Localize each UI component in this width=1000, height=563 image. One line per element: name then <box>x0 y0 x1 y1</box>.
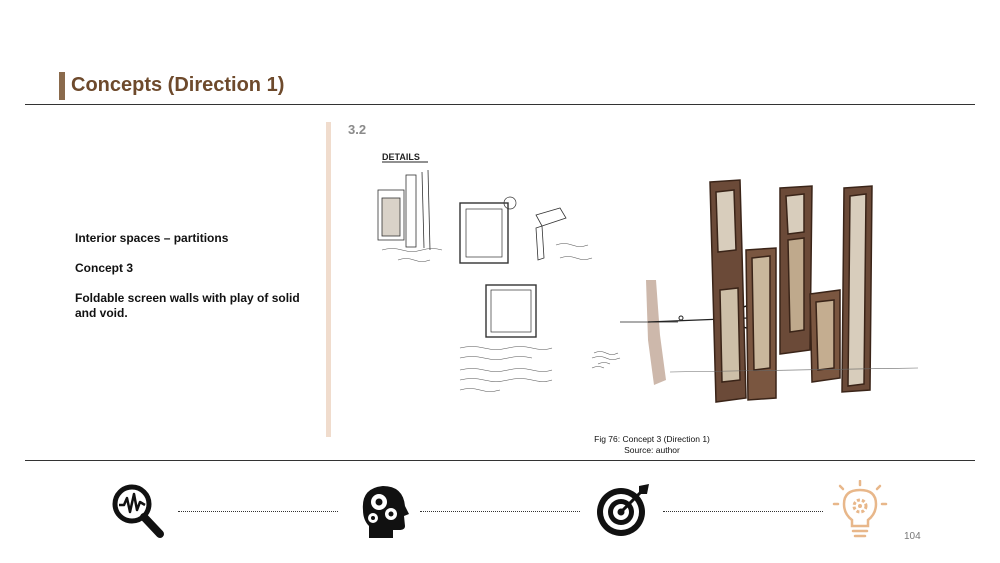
description-line-1: Interior spaces – partitions <box>75 231 229 245</box>
analysis-magnifier-icon[interactable] <box>108 480 168 540</box>
description-line-2: Concept 3 <box>75 261 134 275</box>
concept-description <box>75 231 315 336</box>
page-title: Concepts (Direction 1) <box>71 74 285 96</box>
section-side-bar <box>326 122 331 437</box>
figure-caption <box>552 434 752 456</box>
lower-panel-sketch <box>486 285 536 337</box>
caption-source: Source: author <box>624 445 680 455</box>
sketch-title: DETAILS <box>382 152 420 162</box>
step-connector-1 <box>178 511 338 512</box>
lightbulb-icon[interactable] <box>832 480 892 540</box>
foldable-screen-panels <box>710 180 872 402</box>
bracket-sketch <box>536 208 566 260</box>
step-connector-3 <box>663 511 823 512</box>
section-number: 3.2 <box>348 122 367 137</box>
brain-gears-icon[interactable] <box>353 480 413 540</box>
target-icon[interactable] <box>593 480 653 540</box>
title-accent-bar <box>59 72 65 100</box>
step-connector-2 <box>420 511 580 512</box>
concept-sketch-figure <box>348 140 948 430</box>
header-divider <box>25 104 975 105</box>
caption-title: Fig 76: Concept 3 (Direction 1) <box>594 434 710 444</box>
footer-divider <box>25 460 975 461</box>
ornate-panel-sketch <box>378 170 430 250</box>
framed-panel-sketch <box>460 197 516 263</box>
page-number: 104 <box>904 531 921 542</box>
description-line-3: Foldable screen walls with play of solid and void. <box>75 291 300 320</box>
